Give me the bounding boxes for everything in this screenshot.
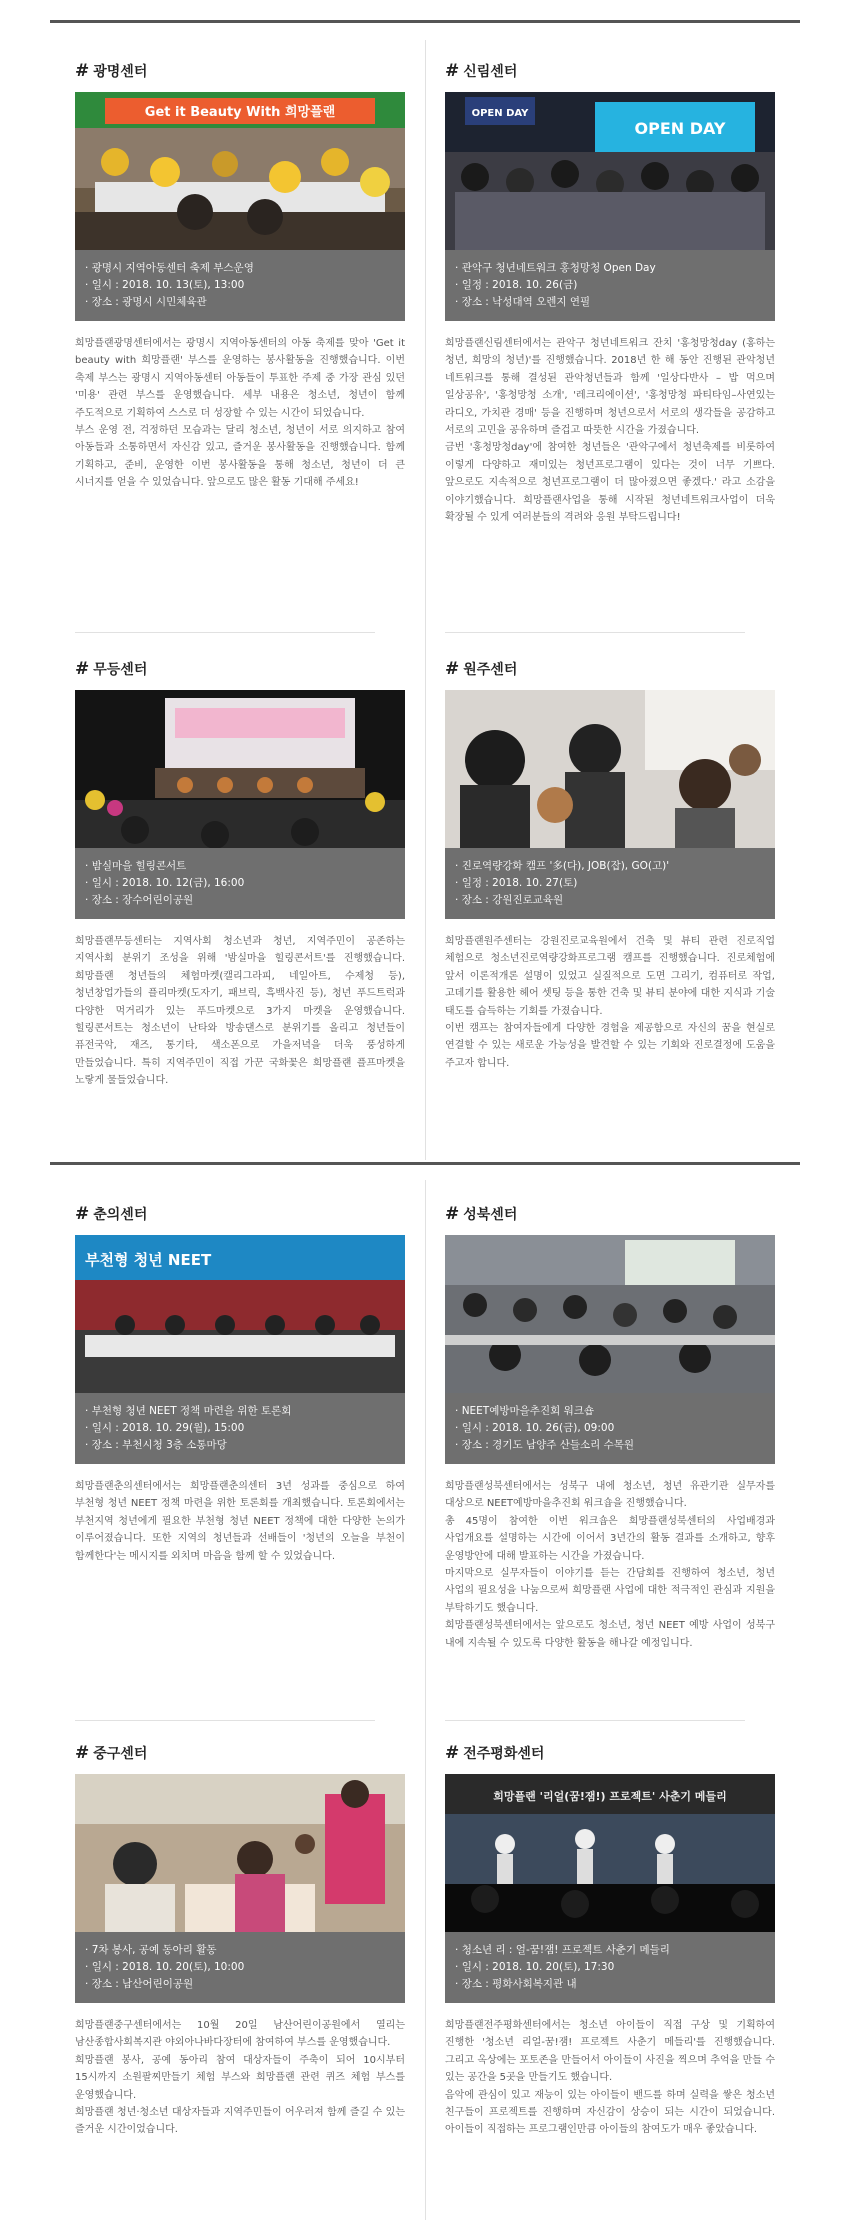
event-name: · 광명시 지역아동센터 축제 부스운영 (75, 260, 405, 277)
center-card-gwangmyeong (75, 60, 405, 492)
photo-banner-text: OPEN DAY (471, 108, 529, 119)
event-photo (75, 1774, 405, 1932)
center-card-chunui (75, 1203, 405, 1565)
center-title: # 무등센터 (75, 659, 148, 679)
event-name: · 부천형 청년 NEET 정책 마련을 위한 토론회 (75, 1403, 405, 1420)
photo-banner-text: OPEN DAY (634, 119, 726, 138)
event-date: · 일시 : 2018. 10. 13(토), 13:00 (75, 277, 405, 294)
photo-banner-text: Get it Beauty With 희망플랜 (144, 105, 336, 120)
event-info-box (445, 848, 775, 919)
event-name: · 관악구 청년네트워크 홍청망청 Open Day (445, 260, 775, 277)
description-paragraph: 음악에 관심이 있고 재능이 있는 아이들이 밴드를 하며 실력을 쌓은 청소년 친구들이 프로젝트를 진행하며 자신감이 상승이 되는 시간이 되었습니다. 아이들이 직접하는 프로그램인만큼 아이들의 참여도가 매우 좋았습니다. (445, 2089, 775, 2136)
description-paragraph: 이번 캠프는 참여자들에게 다양한 경험을 제공함으로 자신의 꿈을 현실로 연결할 수 있는 새로운 가능성을 발견할 수 있는 기회와 진로결정에 도움을 주고자 합니다. (445, 1023, 775, 1069)
event-date: · 일시 : 2018. 10. 20(토), 10:00 (75, 1959, 405, 1976)
center-title: # 춘의센터 (75, 1204, 148, 1224)
center-description (445, 1478, 775, 1652)
center-description (75, 2017, 405, 2139)
event-date: · 일시 : 2018. 10. 29(월), 15:00 (75, 1420, 405, 1437)
description-paragraph: 희망플랜성북센터에서는 앞으로도 청소년, 청년 NEET 예방 사업이 성북구 내에 지속될 수 있도록 다양한 활동을 해나갈 예정입니다. (445, 1620, 775, 1649)
event-photo (75, 690, 405, 848)
row-divider (75, 632, 375, 633)
center-description (445, 2017, 775, 2139)
event-name: · 청소년 리 : 얼-꿈!잼! 프로젝트 사춘기 메들리 (445, 1942, 775, 1959)
event-place: · 장소 : 경기도 남양주 산들소리 수목원 (445, 1437, 775, 1454)
center-description (445, 933, 775, 1072)
column-divider-bottom (425, 1180, 426, 2220)
center-description (75, 1478, 405, 1565)
description-paragraph: 희망플랜광명센터에서는 광명시 지역아동센터의 아동 축제를 맞아 'Get it beauty with 희망플랜' 부스를 운영하는 봉사활동을 진행했습니다. 이번 축제 부스는 광명시 지역아동센터 아동들이 투표한 주제 중 가장 관심 있던 '미용' 관련 부스를 운영했습니다. 세부 내용은 청소년, 청년이 함께 주도적으로 기획하여 스스로 더 성장할 수 있는 시간이 되었습니다. (75, 338, 405, 419)
row-divider (445, 1720, 745, 1721)
center-title: # 광명센터 (75, 61, 148, 81)
description-paragraph: 희망플랜 봉사, 공예 동아리 참여 대상자들이 주축이 되어 10시부터 15시까지 소원팔찌만들기 체험 부스와 희망플랜 관련 퀴즈 체험 부스를 운영했습니다. (75, 2054, 405, 2101)
center-title: # 전주평화센터 (445, 1743, 545, 1763)
description-paragraph: 희망플랜 청년·청소년 대상자들과 지역주민들이 어우러져 함께 즐길 수 있는 즐거운 시간이었습니다. (75, 2107, 405, 2136)
event-place: · 장소 : 부천시청 3층 소통마당 (75, 1437, 405, 1454)
column-divider-top (425, 40, 426, 1160)
center-card-junggu (75, 1742, 405, 2139)
event-info-box (75, 1393, 405, 1464)
event-place: · 장소 : 낙성대역 오렌지 연필 (445, 294, 775, 311)
description-paragraph: 희망플랜무등센터는 지역사회 청소년과 청년, 지역주민이 공존하는 지역사회 분위기 조성을 위해 '밤실마을 힐링콘서트'를 진행했습니다. 희망플랜 청년들의 체험마켓(캘리그라피, 네일아트, 수제청 등), 청년창업가들의 플리마켓(도자기, 패브릭, 흑백사진 등), 청년 푸드트럭과 다양한 먹거리가 있는 푸드마켓으로 3가지 마켓을 운영했습니다. 힐링콘서트는 청소년이 난타와 방송댄스로 분위기를 올리고 청년들이 퓨전국악, 재즈, 통기타, 색소폰으로 가을저녁을 더욱 풍성하게 만들었습니다. 특히 지역주민이 직접 가꾼 국화꽃은 희망플랜 플프마켓을 노랗게 물들었습니다. (75, 936, 405, 1087)
event-name: · 진로역량강화 캠프 '多(다), JOB(잡), GO(고)' (445, 858, 775, 875)
event-name: · NEET예방마을추진회 워크숍 (445, 1403, 775, 1420)
event-place: · 장소 : 남산어린이공원 (75, 1976, 405, 1993)
center-card-wonju (445, 658, 775, 1072)
photo-banner-text: 희망플랜 '리얼(꿈!잼!) 프로젝트' 사춘기 메들리 (493, 1790, 727, 1803)
middle-rule (50, 1162, 800, 1165)
row-divider (75, 1720, 375, 1721)
event-place: · 장소 : 평화사회복지관 내 (445, 1976, 775, 1993)
event-place: · 장소 : 광명시 시민체육관 (75, 294, 405, 311)
event-date: · 일정 : 2018. 10. 26(금) (445, 277, 775, 294)
event-name: · 7차 봉사, 공예 동아리 활동 (75, 1942, 405, 1959)
event-info-box (445, 1932, 775, 2003)
photo-banner-text: 부천형 청년 NEET (85, 1251, 212, 1269)
event-date: · 일정 : 2018. 10. 27(토) (445, 875, 775, 892)
event-photo (75, 92, 405, 250)
center-title: # 중구센터 (75, 1743, 148, 1763)
event-name: · 밤실마을 힐링콘서트 (75, 858, 405, 875)
description-paragraph: 희망플랜춘의센터에서는 희망플랜춘의센터 3년 성과를 중심으로 하여 부천형 청년 NEET 정책 마련을 위한 토론회를 개최했습니다. 토론회에서는 부천지역 청년에게 필요한 부천형 청년 NEET 정책에 대한 다양한 논의가 이루어졌습니다. 또한 지역의 청년들과 선배들이 '청년의 오늘을 부천이 함께한다'는 메시지를 외치며 마음을 함께 할 수 있었습니다. (75, 1481, 405, 1562)
event-photo (445, 690, 775, 848)
center-card-seongbuk (445, 1203, 775, 1652)
description-paragraph: 희망플랜성북센터에서는 성북구 내에 청소년, 청년 유관기관 실무자를 대상으로 NEET예방마을추진회 워크숍을 진행했습니다. (445, 1481, 775, 1510)
description-paragraph: 희망플랜전주평화센터에서는 청소년 아이들이 직접 구상 및 기획하여 진행한 '청소년 리얼-꿈!잼! 프로젝트 사춘기 메들리'를 진행했습니다. 그리고 옥상에는 포토존을 만들어서 아이들이 사진을 찍으며 추억을 만들 수 있는 공간을 5곳을 만들기도 했습니다. (445, 2020, 775, 2084)
center-description (445, 335, 775, 526)
event-photo (75, 1235, 405, 1393)
center-description (75, 335, 405, 492)
center-card-mudeung (75, 658, 405, 1090)
description-paragraph: 총 45명이 참여한 이번 워크숍은 희망플랜성북센터의 사업배경과 사업개요를 설명하는 시간에 이어서 3년간의 활동 결과를 소개하고, 향후 운영방안에 대해 발표하는 시간을 가졌습니다. (445, 1515, 775, 1562)
center-title: # 원주센터 (445, 659, 518, 679)
description-paragraph: 희망플랜원주센터는 강원진로교육원에서 건축 및 뷰티 관련 진로직업 체험으로 청소년진로역량강화프로그램 캠프를 진행했습니다. 진로체험에 앞서 이론적개론 설명이 있었고 실질적으로 도면 그리기, 컴퓨터로 작업, 고데기를 활용한 헤어 셋팅 등을 통한 건축 및 뷰티 분야에 대한 지식과 기술 태도를 습득하는 기회를 가졌습니다. (445, 936, 775, 1017)
event-place: · 장소 : 강원진로교육원 (445, 892, 775, 909)
top-rule (50, 20, 800, 23)
center-card-sillim (445, 60, 775, 526)
event-info-box (75, 1932, 405, 2003)
row-divider (445, 632, 745, 633)
center-description (75, 933, 405, 1090)
event-date: · 일시 : 2018. 10. 12(금), 16:00 (75, 875, 405, 892)
description-paragraph: 희망플랜신림센터에서는 관악구 청년네트워크 잔치 '홍청망청day (홍하는 청년, 희망의 청년)'를 진행했습니다. 2018년 한 해 동안 진행된 관악청년 네트워크를 통해 결성된 관악청년들과 함께 '일상다반사 – 밥 먹으며 일상공유', '홍청망청 소개', '레크리에이션', '홍청망청 파티타임–사연있는 라디오, 가치관 경매' 등을 진행하며 청년으로서 서로의 생각들을 공감하고 서로의 고민을 공유하며 즐겁고 따뜻한 시간을 가졌습니다. (445, 338, 775, 437)
description-paragraph: 마지막으로 실무자들이 이야기를 듣는 간담회를 진행하여 청소년, 청년 사업의 필요성을 나눔으로써 희망플랜 사업에 대한 적극적인 관심과 지원을 부탁하기도 했습니다. (445, 1568, 775, 1614)
description-paragraph: 부스 운영 전, 걱정하던 모습과는 달리 청소년, 청년이 서로 의지하고 참여 아동들과 소통하면서 자신감 있고, 즐거운 봉사활동을 진행했습니다. 함께 기획하고, 준비, 운영한 이번 봉사활동을 통해 청소년, 청년이 더 큰 시너지를 얻을 수 있었습니다. 앞으로도 많은 활동 기대해 주세요! (75, 425, 405, 489)
event-place: · 장소 : 장수어린이공원 (75, 892, 405, 909)
event-photo (445, 1235, 775, 1393)
event-photo (445, 92, 775, 250)
center-title: # 성북센터 (445, 1204, 518, 1224)
event-info-box (445, 1393, 775, 1464)
event-info-box (75, 848, 405, 919)
event-info-box (445, 250, 775, 321)
event-date: · 일시 : 2018. 10. 26(금), 09:00 (445, 1420, 775, 1437)
event-photo (445, 1774, 775, 1932)
center-card-jeonju-pyeonghwa (445, 1742, 775, 2139)
description-paragraph: 금번 '홍청망청day'에 참여한 청년들은 '관악구에서 청년축제를 비롯하여 이렇게 다양하고 재미있는 청년프로그램이 있다는 것이 너무 기쁘다. 앞으로도 지속적으로 청년프로그램이 더 많아졌으면 좋겠다.' 라고 소감을 이야기했습니다. 희망플랜사업을 통해 시작된 청년네트워크사업이 더욱 확장될 수 있게 여러분들의 격려와 응원 부탁드립니다! (445, 442, 775, 524)
center-title: # 신림센터 (445, 61, 518, 81)
event-info-box (75, 250, 405, 321)
event-date: · 일시 : 2018. 10. 20(토), 17:30 (445, 1959, 775, 1976)
description-paragraph: 희망플랜중구센터에서는 10월 20일 남산어린이공원에서 열리는 남산종합사회복지관 야외아나바다장터에 참여하여 부스를 운영했습니다. (75, 2020, 405, 2049)
